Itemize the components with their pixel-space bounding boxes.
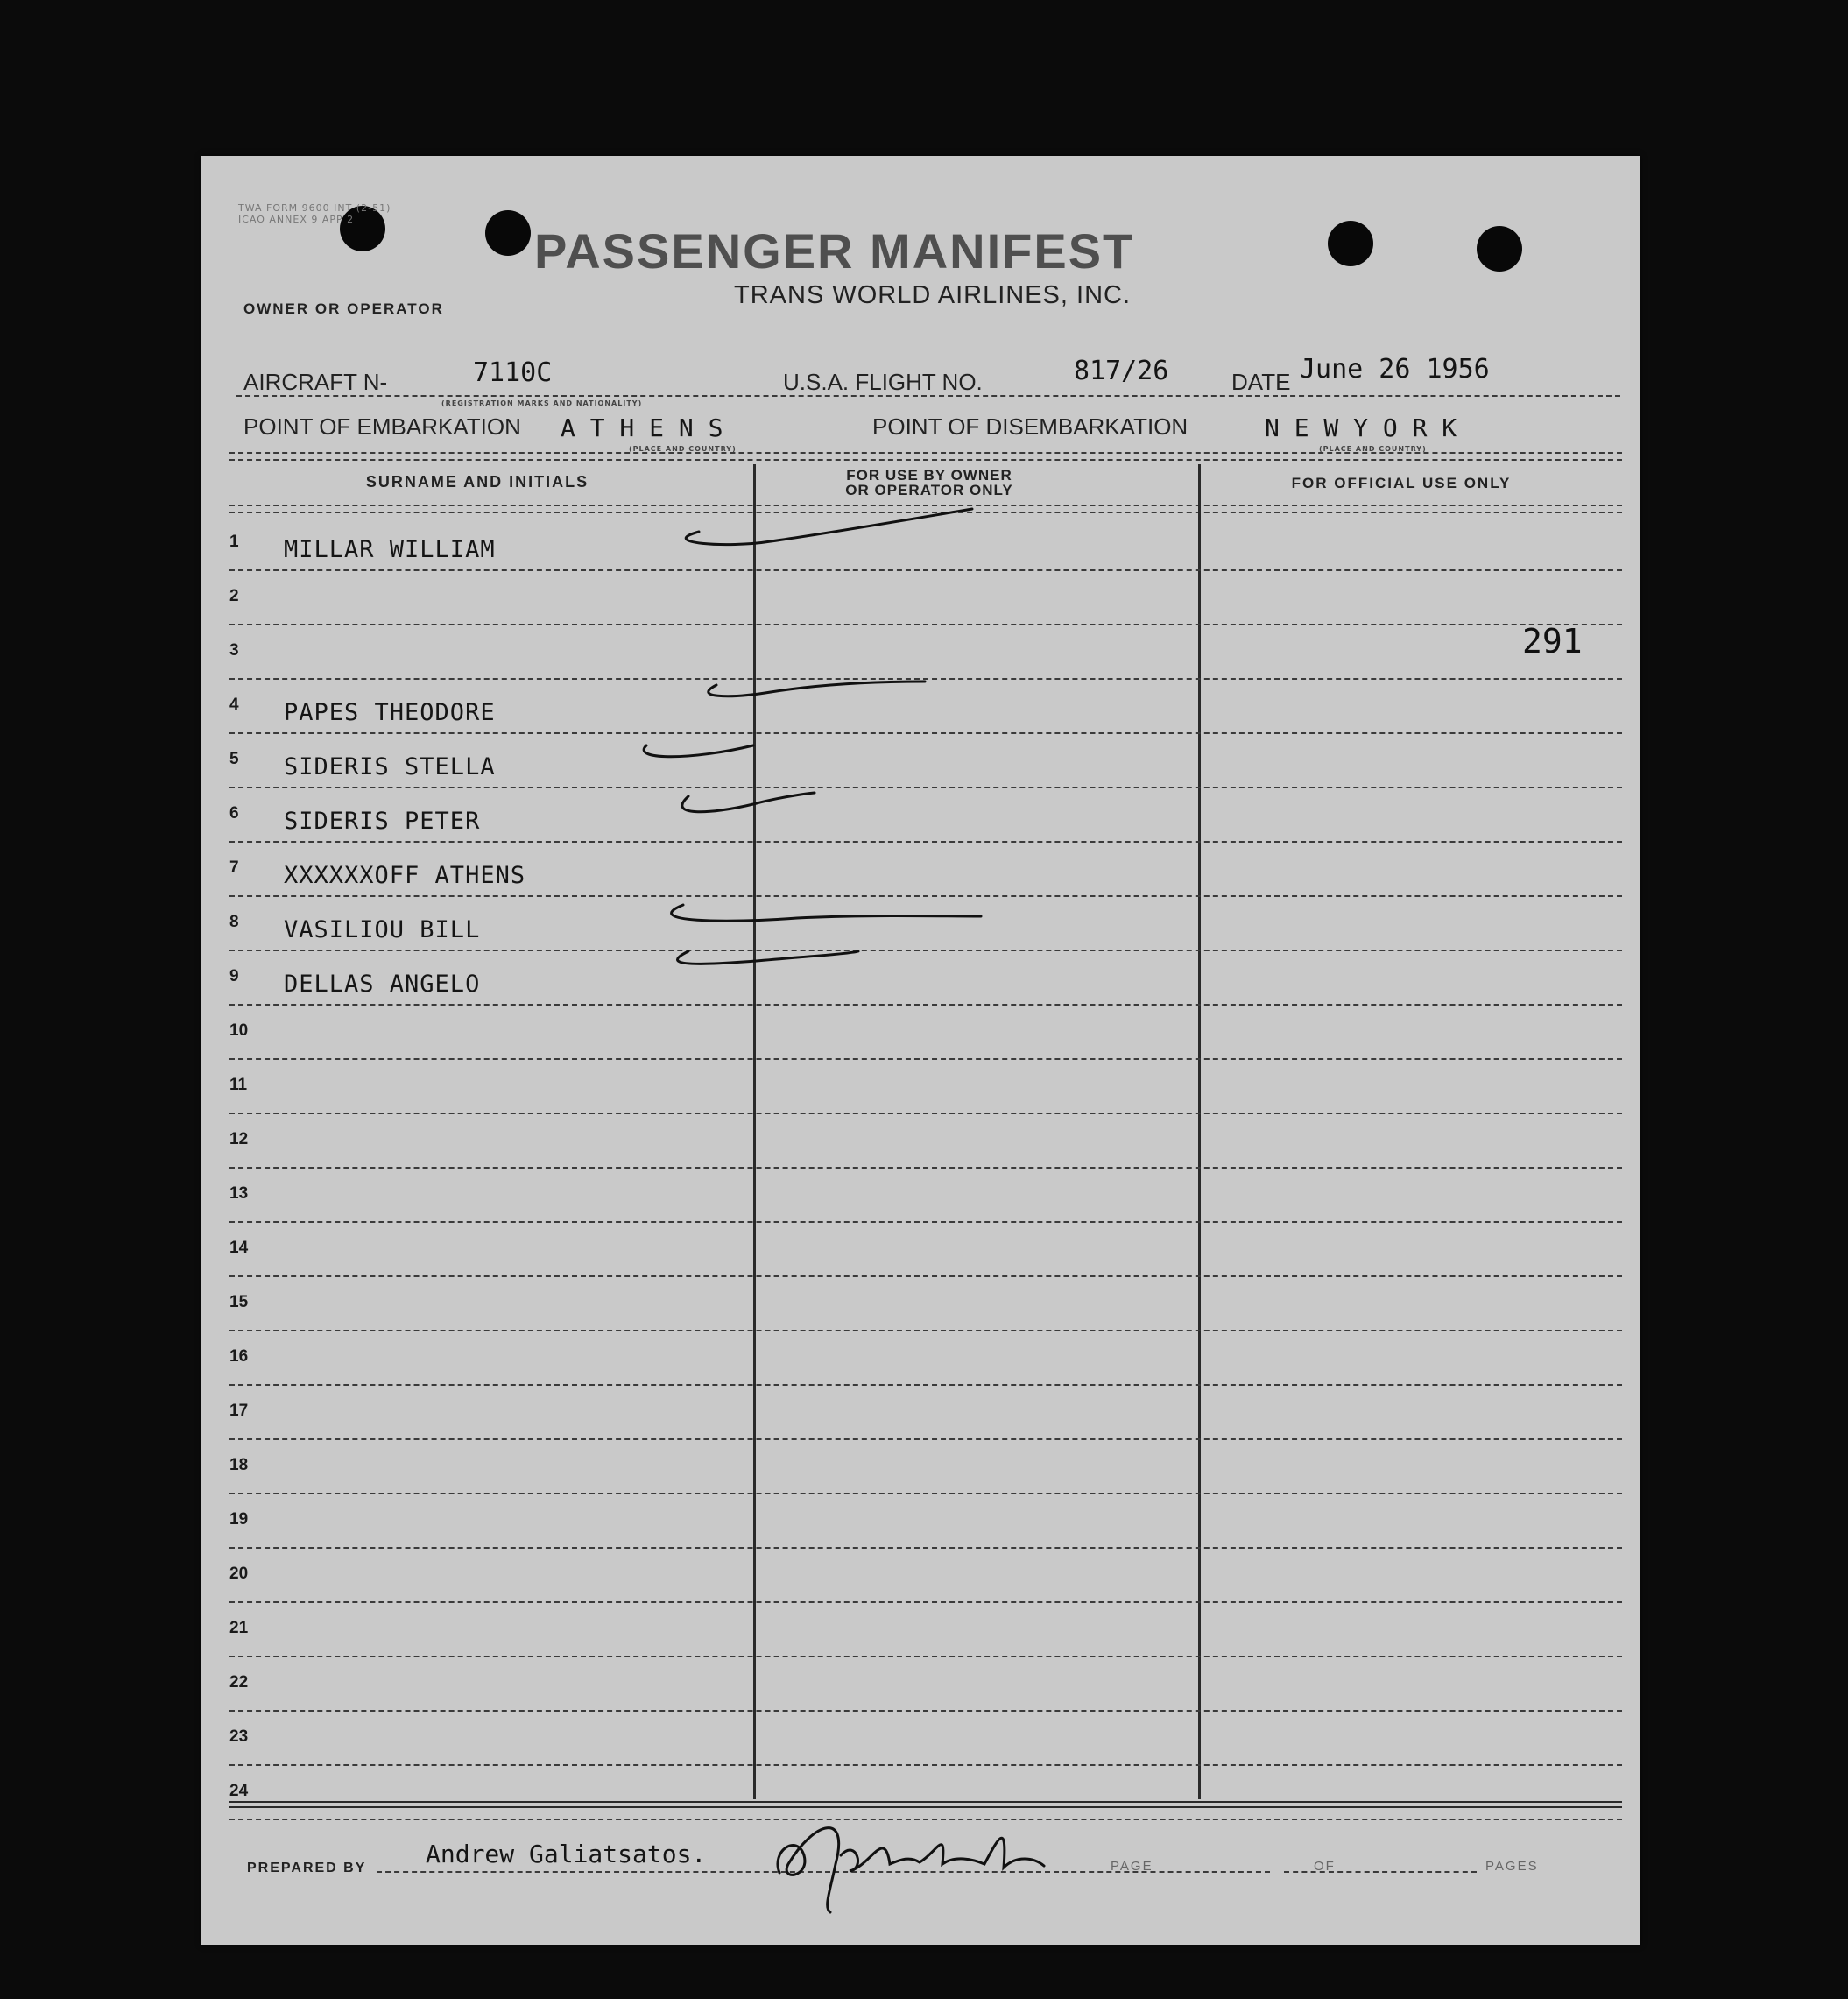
row-number: 8: [229, 913, 239, 931]
registration-note: (REGISTRATION MARKS AND NATIONALITY): [441, 399, 643, 407]
row-number: 17: [229, 1402, 249, 1420]
prepared-by-label: PREPARED BY: [247, 1861, 367, 1875]
form-title: PASSENGER MANIFEST: [534, 223, 1135, 279]
row-number: 13: [229, 1184, 249, 1203]
row-number: 3: [229, 641, 239, 660]
disembarkation-label: POINT OF DISEMBARKATION: [872, 413, 1189, 440]
row-number: 14: [229, 1239, 249, 1257]
owner-use-header-line2: OR OPERATOR ONLY: [845, 482, 1013, 498]
pages-label: PAGES: [1485, 1859, 1539, 1874]
passenger-name: PAPES THEODORE: [284, 699, 496, 726]
row-number: 4: [229, 696, 239, 714]
embarkation-label: POINT OF EMBARKATION: [243, 413, 521, 440]
row-number: 18: [229, 1456, 249, 1474]
owner-operator-label: OWNER OR OPERATOR: [243, 300, 444, 317]
signature-stroke: [841, 1838, 1044, 1871]
embarkation-value: A T H E N S: [561, 413, 723, 442]
of-label: OF: [1314, 1859, 1336, 1874]
row-number: 10: [229, 1021, 249, 1040]
row-number: 20: [229, 1565, 249, 1583]
row-number: 11: [229, 1076, 248, 1094]
check-mark: [682, 793, 815, 812]
row-number: 6: [229, 804, 239, 823]
passenger-name: SIDERIS STELLA: [284, 753, 496, 781]
form-code: TWA FORM 9600 INT (2-51) ICAO ANNEX 9 APP 2: [238, 202, 391, 225]
disembark-place-note: (PLACE AND COUNTRY): [1319, 445, 1427, 453]
page-label: PAGE: [1111, 1859, 1153, 1874]
passenger-name: XXXXXXOFF ATHENS: [284, 862, 526, 889]
airline-name: TRANS WORLD AIRLINES, INC.: [734, 281, 1132, 309]
passenger-name: SIDERIS PETER: [284, 808, 481, 835]
passenger-name: DELLAS ANGELO: [284, 971, 481, 998]
surname-column-header: SURNAME AND INITIALS: [365, 473, 589, 491]
official-use-note: 291: [1522, 622, 1583, 660]
row-number: 24: [229, 1782, 249, 1800]
row-number: 1: [229, 533, 239, 551]
official-use-column-header: FOR OFFICIAL USE ONLY: [1291, 475, 1512, 491]
aircraft-label: AIRCRAFT N-: [243, 369, 388, 395]
check-mark: [686, 509, 972, 545]
manifest-sheet: [201, 156, 1640, 1945]
aircraft-value: 7110C: [473, 357, 553, 388]
flight-date: June 26 1956: [1300, 354, 1490, 385]
row-number: 9: [229, 967, 239, 985]
prepared-by-name: Andrew Galiatsatos.: [426, 1840, 707, 1868]
check-mark: [672, 905, 981, 921]
passenger-name: VASILIOU BILL: [284, 916, 481, 943]
check-mark: [709, 682, 925, 696]
row-number: 21: [229, 1619, 249, 1637]
owner-use-header-line1: FOR USE BY OWNER: [846, 467, 1012, 484]
check-mark: [644, 745, 753, 757]
signature: [762, 1803, 1051, 1917]
date-label: DATE: [1231, 369, 1291, 395]
embark-place-note: (PLACE AND COUNTRY): [629, 445, 737, 453]
row-number: 2: [229, 587, 239, 605]
row-number: 23: [229, 1727, 249, 1746]
row-number: 5: [229, 750, 239, 768]
disembarkation-value: N E W Y O R K: [1265, 413, 1457, 442]
row-number: 15: [229, 1293, 249, 1311]
flight-label: U.S.A. FLIGHT NO.: [783, 369, 983, 395]
flight-number: 817/26: [1074, 356, 1169, 386]
signature-stroke: [778, 1828, 839, 1912]
row-number: 16: [229, 1347, 249, 1366]
row-number: 12: [229, 1130, 249, 1148]
passenger-name: MILLAR WILLIAM: [284, 536, 496, 563]
check-mark: [678, 951, 858, 964]
row-number: 22: [229, 1673, 249, 1692]
row-number: 19: [229, 1510, 249, 1529]
check-marks: [201, 156, 1640, 1945]
page-count-line: [1284, 1871, 1477, 1873]
row-number: 7: [229, 858, 239, 877]
